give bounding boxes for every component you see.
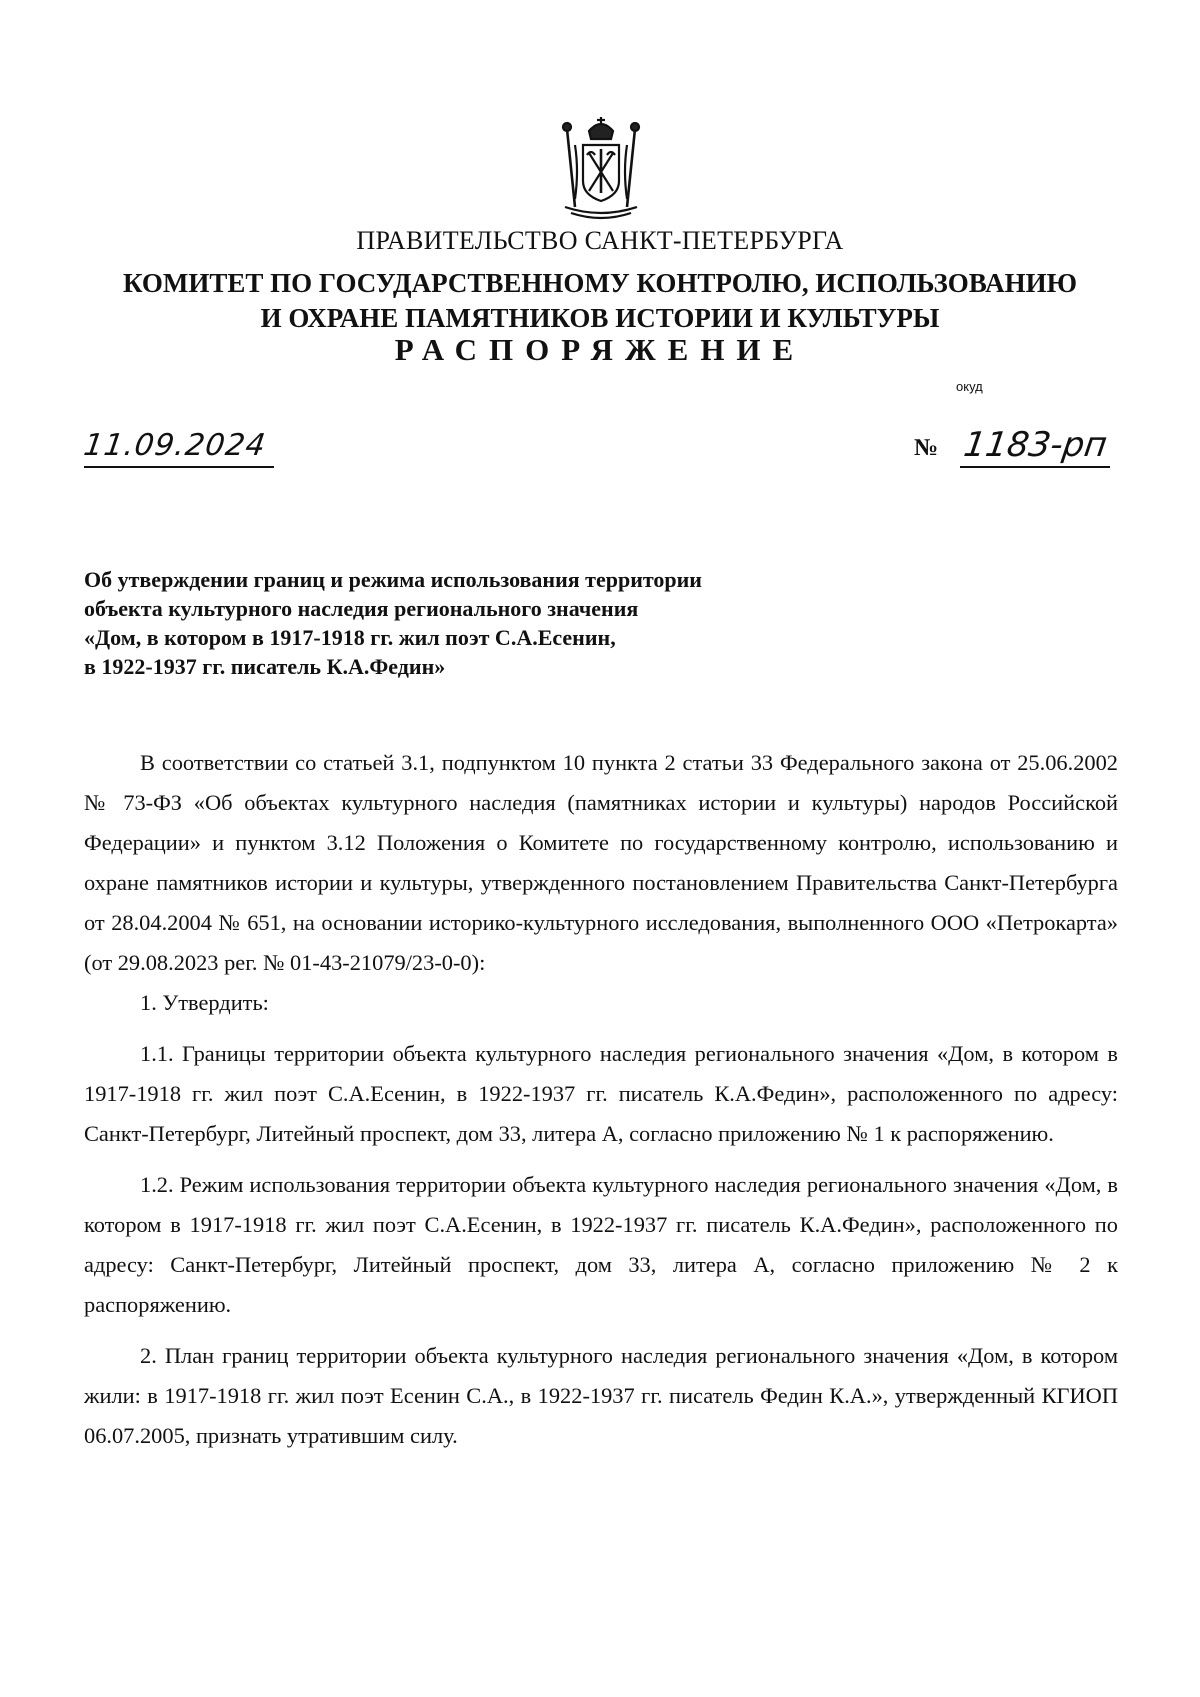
subject-line-3: «Дом, в котором в 1917-1918 гг. жил поэт С.А.Есенин, bbox=[84, 625, 616, 650]
coat-of-arms-icon bbox=[553, 115, 649, 221]
date-underline bbox=[84, 466, 274, 468]
document-number bbox=[914, 425, 1124, 473]
number-sign: № bbox=[914, 435, 939, 461]
document-type: РАСПОРЯЖЕНИЕ bbox=[394, 332, 806, 367]
paragraph-item-1: 1. Утвердить: bbox=[140, 990, 269, 1015]
document-body bbox=[84, 743, 1118, 1456]
paragraph-item-1-2: 1.2. Режим использования территории объекта культурного наследия регионального значения «Дом, в котором в 1917-1918 гг. жил поэт С.А.Есенин, в 1922-1937 гг. писатель К.А.Федин», расположенного по адресу: Санкт-Петербург, Литейный проспект, дом 33, литера А, согласно приложению № 2 к распоряжению. bbox=[84, 1172, 1118, 1317]
committee-name bbox=[0, 266, 1200, 336]
document-number-value: 1183-рп bbox=[961, 425, 1110, 465]
document-date-value: 11.09.2024 bbox=[81, 428, 269, 463]
subject-line-4: в 1922-1937 гг. писатель К.А.Федин» bbox=[84, 654, 446, 679]
subject-line-1: Об утверждении границ и режима использования территории bbox=[84, 567, 702, 592]
paragraph-item-1-1: 1.1. Границы территории объекта культурного наследия регионального значения «Дом, в котором в 1917-1918 гг. жил поэт С.А.Есенин, в 1922-1937 гг. писатель К.А.Федин», расположенного по адресу: Санкт-Петербург, Литейный проспект, дом 33, литера А, согласно приложению № 1 к распоряжению. bbox=[84, 1041, 1118, 1146]
paragraph-preamble: В соответствии со статьей 3.1, подпунктом 10 пункта 2 статьи 33 Федерального закона от 25.06.2002 № 73-ФЗ «Об объектах культурного наследия (памятниках истории и культуры) народов Российской Федерации» и пунктом 3.12 Положения о Комитете по государственному контролю, использованию и охране памятников истории и культуры, утвержденного постановлением Правительства Санкт-Петербурга от 28.04.2004 № 651, на основании историко-культурного исследования, выполненного ООО «Петрокарта» (от 29.08.2023 рег. № 01-43-21079/23-0-0): bbox=[84, 750, 1118, 975]
paragraph-item-2: 2. План границ территории объекта культурного наследия регионального значения «Дом, в котором жили: в 1917-1918 гг. жил поэт Есенин С.А., в 1922-1937 гг. писатель Федин К.А.», утвержденный КГИОП 06.07.2005, признать утратившим силу. bbox=[84, 1343, 1118, 1448]
document-date bbox=[81, 428, 274, 472]
committee-line-2: И ОХРАНЕ ПАМЯТНИКОВ ИСТОРИИ И КУЛЬТУРЫ bbox=[260, 303, 940, 333]
subject-line-2: объекта культурного наследия регионального значения bbox=[84, 596, 639, 621]
committee-line-1: КОМИТЕТ ПО ГОСУДАРСТВЕННОМУ КОНТРОЛЮ, ИСПОЛЬЗОВАНИЮ bbox=[123, 268, 1077, 298]
government-name: ПРАВИТЕЛЬСТВО САНКТ-ПЕТЕРБУРГА bbox=[356, 226, 844, 255]
okud-label: окуд bbox=[956, 379, 983, 394]
document-subject bbox=[84, 565, 844, 681]
number-underline bbox=[960, 466, 1110, 468]
